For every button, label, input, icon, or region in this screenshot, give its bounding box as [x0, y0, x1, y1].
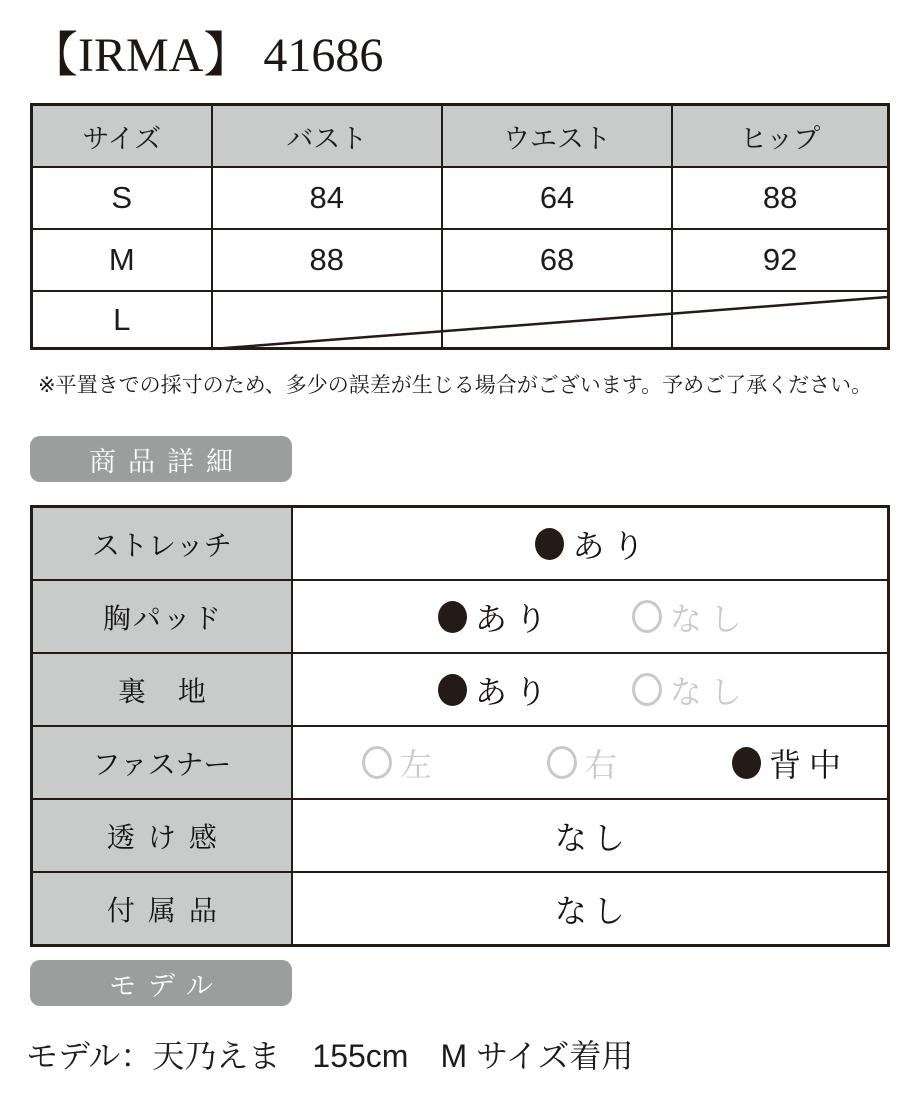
- size-table-header-size: サイズ: [32, 105, 212, 168]
- chest-pad-label: 胸パッド: [32, 580, 292, 653]
- size-s-hip: 88: [672, 167, 888, 229]
- size-s-waist: 64: [442, 167, 672, 229]
- size-m-waist: 68: [442, 229, 672, 291]
- accessories-value: なし: [554, 892, 631, 929]
- filled-dot-icon: [438, 601, 467, 633]
- sheerness-value: なし: [554, 819, 631, 856]
- size-m-bust: 88: [212, 229, 442, 291]
- zipper-label: ファスナー: [32, 726, 292, 799]
- stretch-label: ストレッチ: [32, 507, 292, 581]
- zipper-option-back: 背中: [732, 740, 841, 786]
- size-m-hip: 92: [672, 229, 888, 291]
- size-l-bust: [212, 291, 442, 349]
- sheerness-label: 透け感: [32, 799, 292, 872]
- product-details-table: [30, 505, 890, 947]
- table-row: [32, 291, 889, 349]
- table-row-zipper: [32, 726, 889, 799]
- size-s-bust: 84: [212, 167, 442, 229]
- page-title: 【IRMA】 41686: [30, 29, 384, 82]
- measurement-note: ※平置きでの採寸のため、多少の誤差が生じる場合がございます。予めご了承ください。: [38, 374, 873, 397]
- size-table: [30, 103, 890, 350]
- filled-dot-icon: [732, 747, 761, 779]
- zipper-option-right: 右: [547, 740, 617, 786]
- open-dot-icon: [632, 600, 662, 633]
- size-table-header-waist: ウエスト: [442, 105, 672, 168]
- table-row-lining: [32, 653, 889, 726]
- chest-pad-option-nashi: なし: [632, 594, 742, 640]
- table-row-sheerness: [32, 799, 889, 872]
- model-heading: モデル: [30, 960, 292, 1006]
- zipper-option-left: 左: [362, 740, 432, 786]
- model-info-text: モデル：天乃えま 155cm M サイズ着用: [26, 1038, 634, 1074]
- filled-dot-icon: [438, 674, 467, 706]
- size-m-label: M: [32, 229, 212, 291]
- size-l-waist: [442, 291, 672, 349]
- table-row: [32, 167, 889, 229]
- size-table-header-bust: バスト: [212, 105, 442, 168]
- chest-pad-option-ari: あり: [438, 594, 547, 640]
- accessories-label: 付属品: [32, 872, 292, 946]
- lining-label: 裏地: [32, 653, 292, 726]
- table-row-stretch: [32, 507, 889, 581]
- open-dot-icon: [362, 746, 392, 779]
- stretch-option-ari: あり: [535, 521, 644, 567]
- table-row: [32, 229, 889, 291]
- size-l-label: L: [32, 291, 212, 349]
- size-table-header-hip: ヒップ: [672, 105, 888, 168]
- size-s-label: S: [32, 167, 212, 229]
- filled-dot-icon: [535, 528, 564, 560]
- size-table-header-row: [32, 105, 889, 168]
- lining-option-ari: あり: [438, 667, 547, 713]
- size-l-hip: [672, 291, 888, 349]
- table-row-accessories: [32, 872, 889, 946]
- lining-option-nashi: なし: [632, 667, 742, 713]
- table-row-chest-pad: [32, 580, 889, 653]
- open-dot-icon: [632, 673, 662, 706]
- product-details-heading: 商品詳細: [30, 436, 292, 482]
- open-dot-icon: [547, 746, 577, 779]
